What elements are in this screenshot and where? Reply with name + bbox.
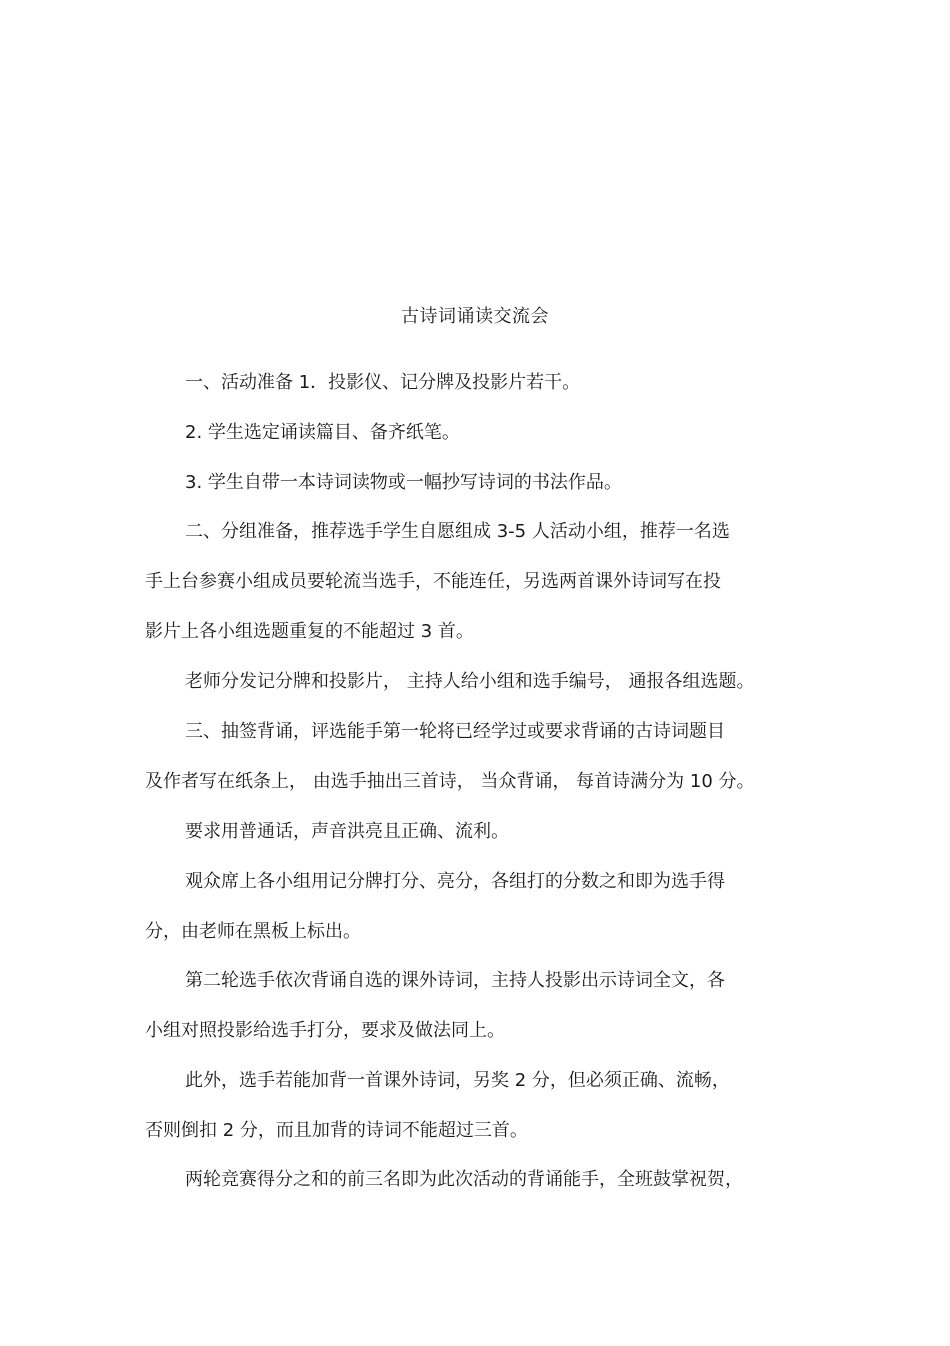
paragraph-line: 观众席上各小组用记分牌打分、亮分，各组打的分数之和即为选手得 [185, 871, 725, 892]
paragraph-line: 2. 学生选定诵读篇目、备齐纸笔。 [185, 422, 460, 443]
paragraph-line: 及作者写在纸条上， 由选手抽出三首诗， 当众背诵， 每首诗满分为 10 分。 [145, 771, 755, 792]
paragraph-line: 影片上各小组选题重复的不能超过 3 首。 [145, 621, 474, 642]
paragraph-line: 小组对照投影给选手打分，要求及做法同上。 [145, 1020, 505, 1041]
document-title: 古诗词诵读交流会 [401, 306, 549, 327]
paragraph-line: 分，由老师在黑板上标出。 [145, 921, 361, 942]
paragraph-line: 要求用普通话，声音洪亮且正确、流利。 [185, 821, 509, 842]
paragraph-line: 老师分发记分牌和投影片， 主持人给小组和选手编号， 通报各组选题。 [185, 671, 755, 692]
paragraph-line: 此外，选手若能加背一首课外诗词，另奖 2 分，但必须正确、流畅， [185, 1070, 730, 1091]
paragraph-line: 否则倒扣 2 分，而且加背的诗词不能超过三首。 [145, 1120, 528, 1141]
paragraph-line: 三、抽签背诵，评选能手第一轮将已经学过或要求背诵的古诗词题目 [185, 721, 725, 742]
paragraph-line: 两轮竞赛得分之和的前三名即为此次活动的背诵能手，全班鼓掌祝贺， [185, 1169, 743, 1190]
paragraph-line: 手上台参赛小组成员要轮流当选手，不能连任，另选两首课外诗词写在投 [145, 571, 721, 592]
paragraph-line: 二、分组准备，推荐选手学生自愿组成 3-5 人活动小组，推荐一名选 [185, 521, 730, 542]
paragraph-line: 一、活动准备 1．投影仪、记分牌及投影片若干。 [185, 372, 581, 393]
paragraph-line: 3. 学生自带一本诗词读物或一幅抄写诗词的书法作品。 [185, 472, 622, 493]
paragraph-line: 第二轮选手依次背诵自选的课外诗词，主持人投影出示诗词全文，各 [185, 970, 725, 991]
